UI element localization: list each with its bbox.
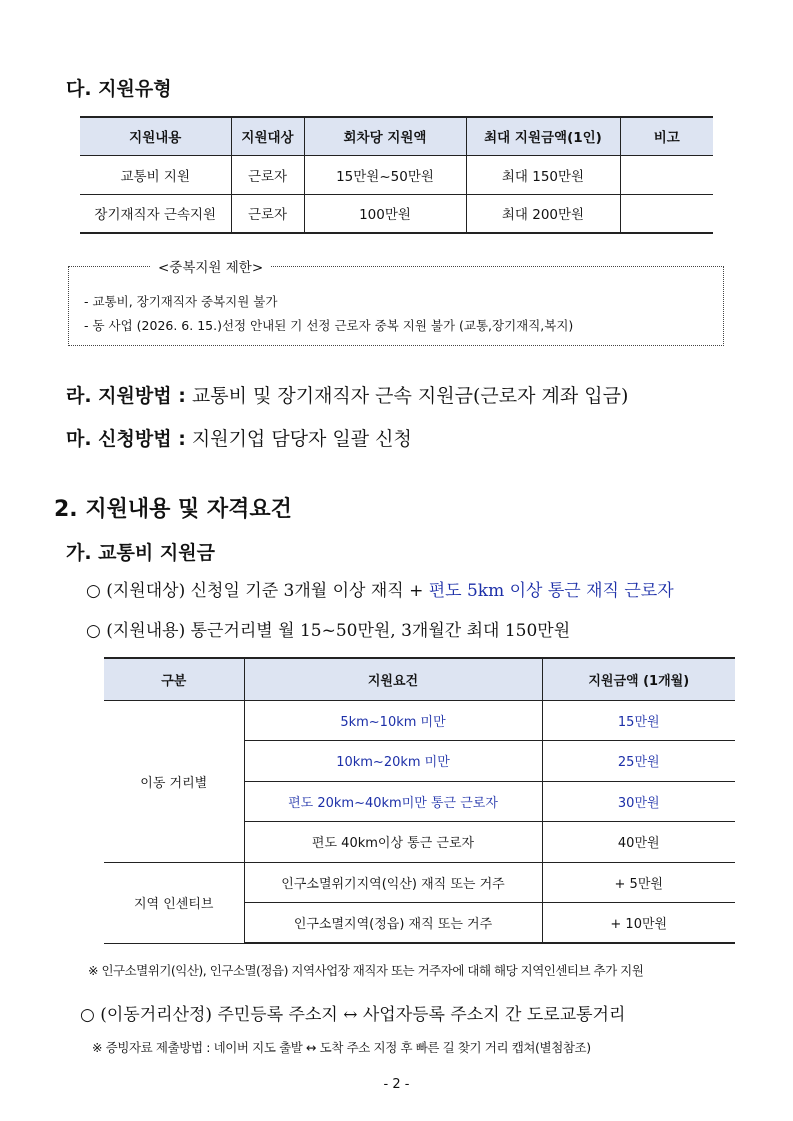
table-header: 구분 (104, 658, 244, 700)
bullet-support-target (86, 576, 674, 601)
amount-cell: 15만원 (542, 700, 735, 741)
table-cell: 100만원 (304, 194, 466, 233)
bullet-support-content (86, 616, 570, 641)
bullet-text: (지원내용) 통근거리별 월 15~50만원, 3개월간 최대 150만원 (106, 621, 571, 641)
table-cell (620, 194, 713, 233)
table-row (80, 194, 713, 233)
table-header-row (80, 117, 713, 155)
amount-cell: + 5만원 (542, 862, 735, 903)
amount-cell: + 10만원 (542, 903, 735, 944)
support-method-text: 교통비 및 장기재직자 근속 지원금(근로자 계좌 입금) (185, 385, 629, 407)
amount-cell: 40만원 (542, 822, 735, 863)
table-row (104, 700, 735, 741)
amount-cell: 25만원 (542, 741, 735, 782)
table-row (104, 862, 735, 903)
table-cell: 최대 200만원 (466, 194, 620, 233)
bullet-text: (지원대상) 신청일 기준 3개월 이상 재직 + (106, 581, 429, 601)
transport-support-table (104, 657, 735, 944)
table-cell: 근로자 (231, 194, 304, 233)
table-row (80, 155, 713, 194)
table-header: 지원요건 (244, 658, 542, 700)
table-cell: 근로자 (231, 155, 304, 194)
circle-bullet-icon: ○ (86, 581, 101, 601)
requirement-cell: 5km~10km 미만 (244, 700, 542, 741)
section-da-title: 다. 지원유형 (66, 78, 172, 100)
table-cell (620, 155, 713, 194)
page-number: - 2 - (383, 1077, 410, 1092)
requirement-cell: 인구소멸지역(정읍) 재직 또는 거주 (244, 903, 542, 944)
support-type-table (80, 116, 713, 234)
table-header: 최대 지원금액(1인) (466, 117, 620, 155)
table-header: 지원대상 (231, 117, 304, 155)
table-cell: 장기재직자 근속지원 (80, 194, 231, 233)
duplicate-restriction-item: - 교통비, 장기재직자 중복지원 불가 (84, 294, 278, 309)
duplicate-restriction-item: - 동 사업 (2026. 6. 15.)선정 안내된 기 선정 근로자 중복 지원 불가 (교통,장기재직,복지) (84, 318, 574, 333)
incentive-note: ※ 인구소멸위기(익산), 인구소멸(정읍) 지역사업장 재직자 또는 거주자에 대해 해당 지역인센티브 추가 지원 (88, 963, 644, 978)
requirement-cell: 편도 40km이상 통근 근로자 (244, 822, 542, 863)
requirement-cell: 인구소멸위기지역(익산) 재직 또는 거주 (244, 862, 542, 903)
circle-bullet-icon: ○ (86, 621, 101, 641)
table-header: 비고 (620, 117, 713, 155)
table-header: 회차당 지원액 (304, 117, 466, 155)
requirement-cell: 편도 20km~40km미만 통근 근로자 (244, 781, 542, 822)
table-header: 지원금액 (1개월) (542, 658, 735, 700)
table-header-row (104, 658, 735, 700)
section-ga-title: 가. 교통비 지원금 (66, 542, 215, 564)
bullet-distance-calc (80, 1000, 625, 1025)
section-2-title: 2. 지원내용 및 자격요건 (54, 497, 292, 522)
application-method (66, 424, 412, 451)
amount-cell: 30만원 (542, 781, 735, 822)
table-header: 지원내용 (80, 117, 231, 155)
group-cell: 이동 거리별 (104, 700, 244, 862)
table-cell: 15만원~50만원 (304, 155, 466, 194)
support-method-label: 라. 지원방법 : (66, 385, 186, 407)
circle-bullet-icon: ○ (80, 1005, 95, 1025)
application-method-text: 지원기업 담당자 일괄 신청 (185, 428, 412, 450)
support-method (66, 381, 628, 408)
table-cell: 최대 150만원 (466, 155, 620, 194)
group-cell: 지역 인센티브 (104, 862, 244, 943)
requirement-cell: 10km~20km 미만 (244, 741, 542, 782)
table-cell: 교통비 지원 (80, 155, 231, 194)
bullet-highlight: 편도 5km 이상 통근 재직 근로자 (428, 581, 674, 601)
bullet-text: (이동거리산정) 주민등록 주소지 ↔ 사업자등록 주소지 간 도로교통거리 (100, 1005, 626, 1025)
duplicate-restriction-title: <중복지원 제한> (150, 256, 271, 276)
evidence-note: ※ 증빙자료 제출방법 : 네이버 지도 출발 ↔ 도착 주소 지정 후 빠른 길 찾기 거리 캡쳐(별첨참조) (92, 1040, 591, 1055)
application-method-label: 마. 신청방법 : (66, 428, 186, 450)
